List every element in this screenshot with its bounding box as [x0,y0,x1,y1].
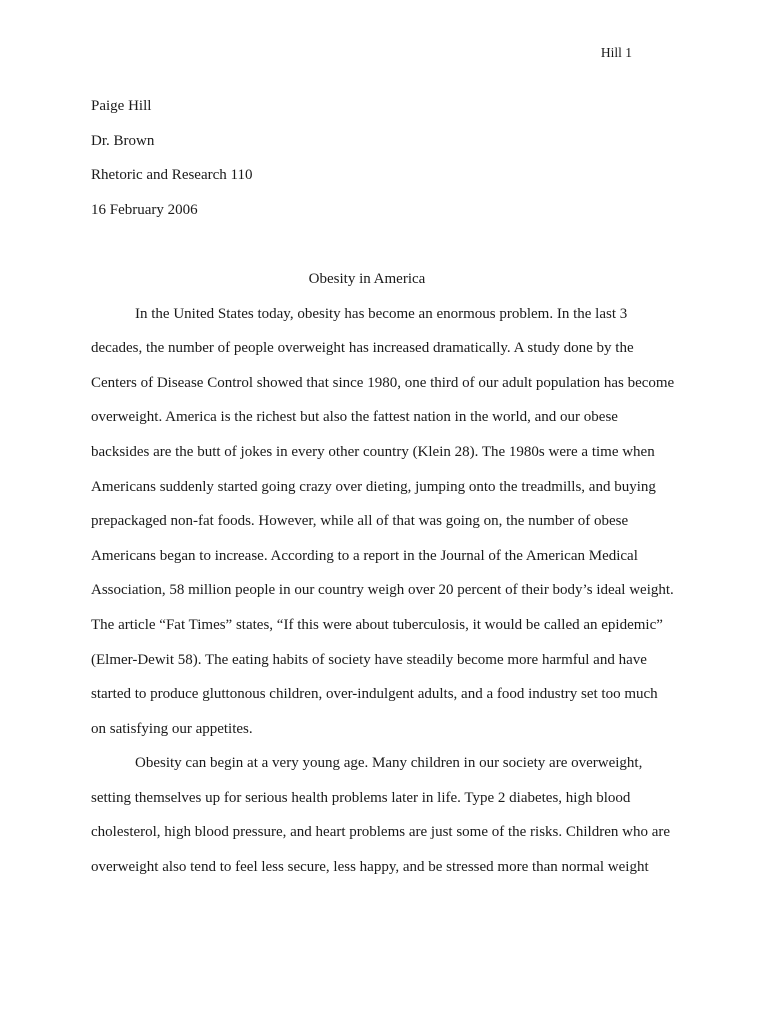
blank-line [91,227,673,262]
document-body [91,89,673,885]
running-head: Hill 1 [600,45,632,60]
paragraph-line: decades, the number of people overweight has increased dramatically. A study done by the [91,340,634,357]
paragraph-1 [91,297,673,747]
paragraph-line: The article “Fat Times” states, “If this were about tuberculosis, it would be called an epidemic” [91,616,663,633]
course-name: Rhetoric and Research 110 [91,167,253,184]
paragraph-line: on satisfying our appetites. [91,720,253,737]
paragraph-line: cholesterol, high blood pressure, and heart problems are just some of the risks. Children who are [91,824,671,841]
paragraph-line: Americans suddenly started going crazy over dieting, jumping onto the treadmills, and buying [91,478,656,495]
paragraph-line: backsides are the butt of jokes in every other country (Klein 28). The 1980s were a time when [91,443,655,460]
instructor-name: Dr. Brown [91,132,155,149]
paragraph-line: overweight. America is the richest but also the fattest nation in the world, and our obese [91,409,618,426]
essay-title: Obesity in America [308,270,426,287]
paragraph-line: (Elmer-Dewit 58). The eating habits of society have steadily become more harmful and have [91,651,647,668]
paragraph-line: Centers of Disease Control showed that since 1980, one third of our adult population has become [91,374,675,391]
paragraph-line: Obesity can begin at a very young age. Many children in our society are overweight, [135,755,643,772]
paragraph-line: In the United States today, obesity has become an enormous problem. In the last 3 [135,305,628,322]
paragraph-line: overweight also tend to feel less secure, less happy, and be stressed more than normal weight [91,859,649,876]
paragraph-2 [91,746,673,884]
paragraph-line: Association, 58 million people in our country weigh over 20 percent of their body’s ideal weight. [91,582,674,599]
paragraph-line: Americans began to increase. According to a report in the Journal of the American Medical [91,547,638,564]
paragraph-line: started to produce gluttonous children, over-indulgent adults, and a food industry set too much [91,686,658,703]
paragraph-line: setting themselves up for serious health problems later in life. Type 2 diabetes, high blood [91,789,631,806]
author-name: Paige Hill [91,98,152,114]
paragraph-line: prepackaged non-fat foods. However, while all of that was going on, the number of obese [91,513,629,530]
submission-date: 16 February 2006 [91,201,198,218]
